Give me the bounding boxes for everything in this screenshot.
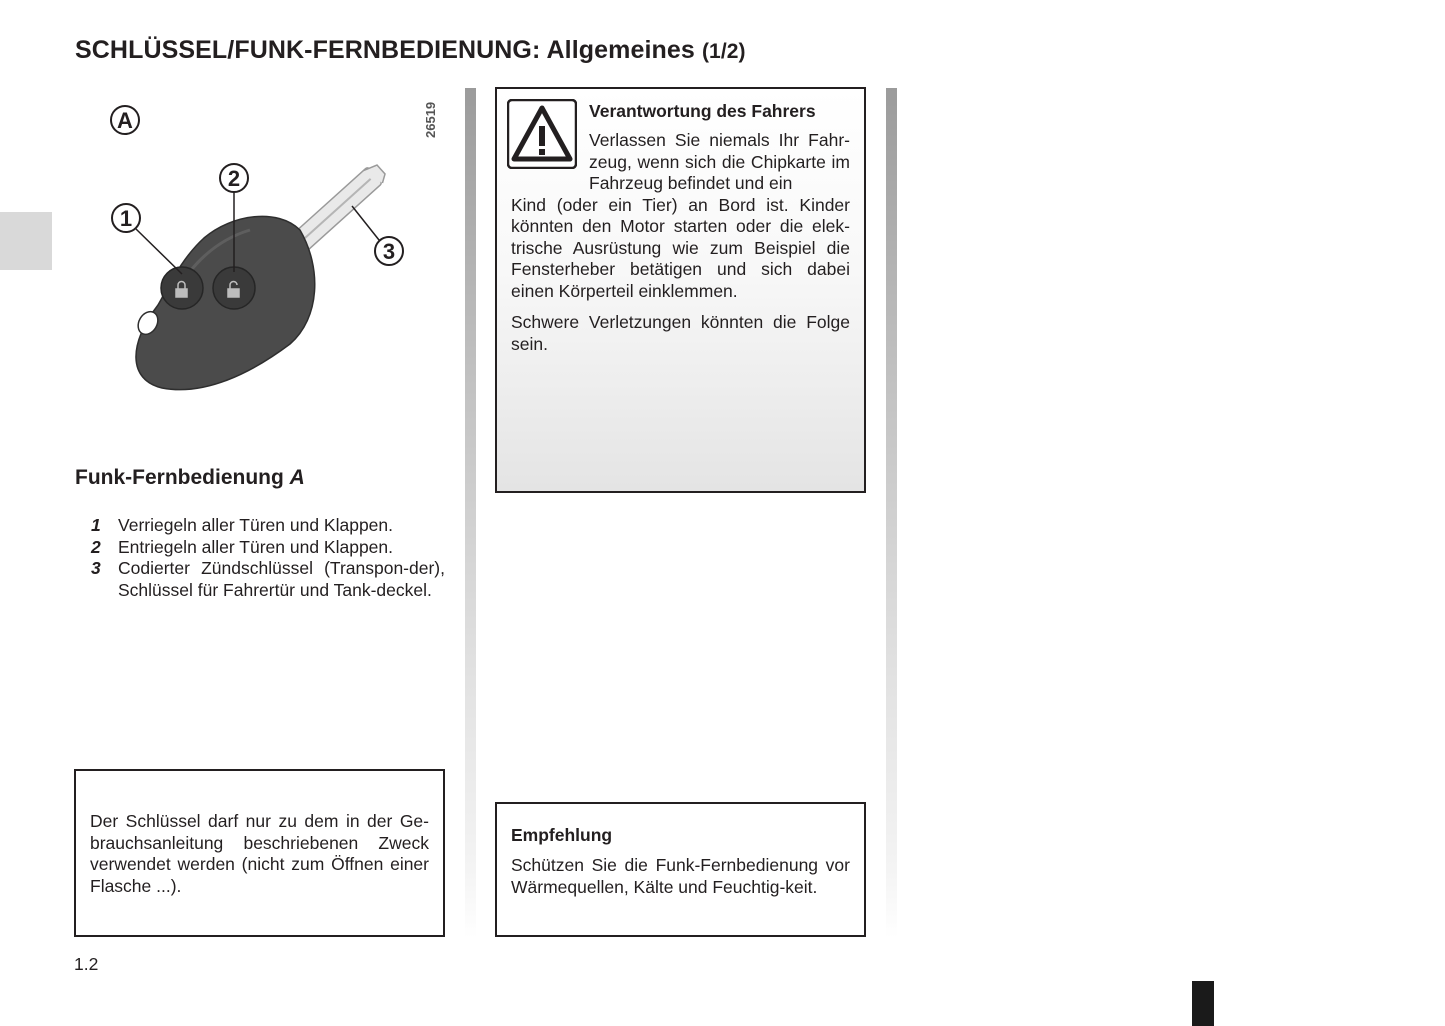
advice-text: Schützen Sie die Funk-Fernbedienung vor Wärmequellen, Kälte und Feuchtig-keit.: [511, 855, 850, 897]
legend-item: [91, 558, 445, 601]
callout-3: 3: [382, 239, 396, 264]
warning-body-text: Kind (oder ein Tier) an Bord ist. Kinder könnten den Motor starten oder die elek-trische Ausrüstung wie zum Beispiel die Fensterheber betätigen und sich dabei einen Körperteil einklemmen.: [511, 194, 850, 301]
unlock-button: [213, 267, 255, 309]
figure-id-number: [418, 98, 444, 140]
callout-line-1: [136, 229, 182, 274]
section-heading-text: Funk-Fernbedienung: [75, 466, 284, 489]
legend-item: [91, 537, 445, 559]
advice-box: [495, 802, 866, 937]
note-box: [74, 769, 445, 937]
legend-number: 3: [91, 558, 101, 578]
note-text: Der Schlüssel darf nur zu dem in der Ge-brauchsanleitung beschriebenen Zweck verwendet werden (nicht zum Öffnen einer Flasche ...).: [90, 811, 429, 896]
advice-title: Empfehlung: [511, 825, 613, 845]
print-crop-mark: [1192, 981, 1214, 1026]
warning-box: [495, 87, 866, 493]
chapter-side-tab: [0, 212, 52, 270]
warning-lead-text: Verlassen Sie niemals Ihr Fahr-zeug, wenn sich die Chipkarte im Fahrzeug befindet und ein: [589, 130, 850, 193]
legend-text: Verriegeln aller Türen und Klappen.: [118, 515, 394, 535]
figure-id-text: 26519: [423, 101, 438, 138]
key-remote-illustration: [100, 92, 445, 412]
callout-2: 2: [227, 166, 241, 191]
callout-1: 1: [119, 206, 133, 231]
legend-list: [91, 515, 445, 601]
section-heading-ref: A: [289, 466, 305, 489]
legend-text: Entriegeln aller Türen und Klappen.: [118, 536, 394, 557]
legend-number: 2: [91, 536, 101, 557]
legend-item: [91, 515, 445, 537]
page-title: [75, 36, 746, 65]
page-title-text: SCHLÜSSEL/FUNK-FERNBEDIENUNG: Allgemeines: [75, 36, 695, 64]
page-number: 1.2: [74, 954, 99, 974]
warning-triangle-icon: [507, 99, 577, 169]
legend-text: Codierter Zündschlüssel (Transpon-der), Schlüssel für Fahrertür und Tank-deckel.: [118, 558, 445, 600]
warning-consequence-text: Schwere Verletzungen könnten die Folge sein.: [511, 312, 850, 354]
legend-number: 1: [91, 515, 101, 535]
callout-line-3: [352, 206, 379, 240]
section-heading: [75, 466, 305, 490]
warning-title: Verantwortung des Fahrers: [589, 101, 816, 121]
column-divider-right: [886, 88, 897, 938]
figure-label: A: [117, 108, 133, 133]
page-part-indicator: (1/2): [701, 40, 746, 63]
column-divider-left: [465, 88, 476, 938]
